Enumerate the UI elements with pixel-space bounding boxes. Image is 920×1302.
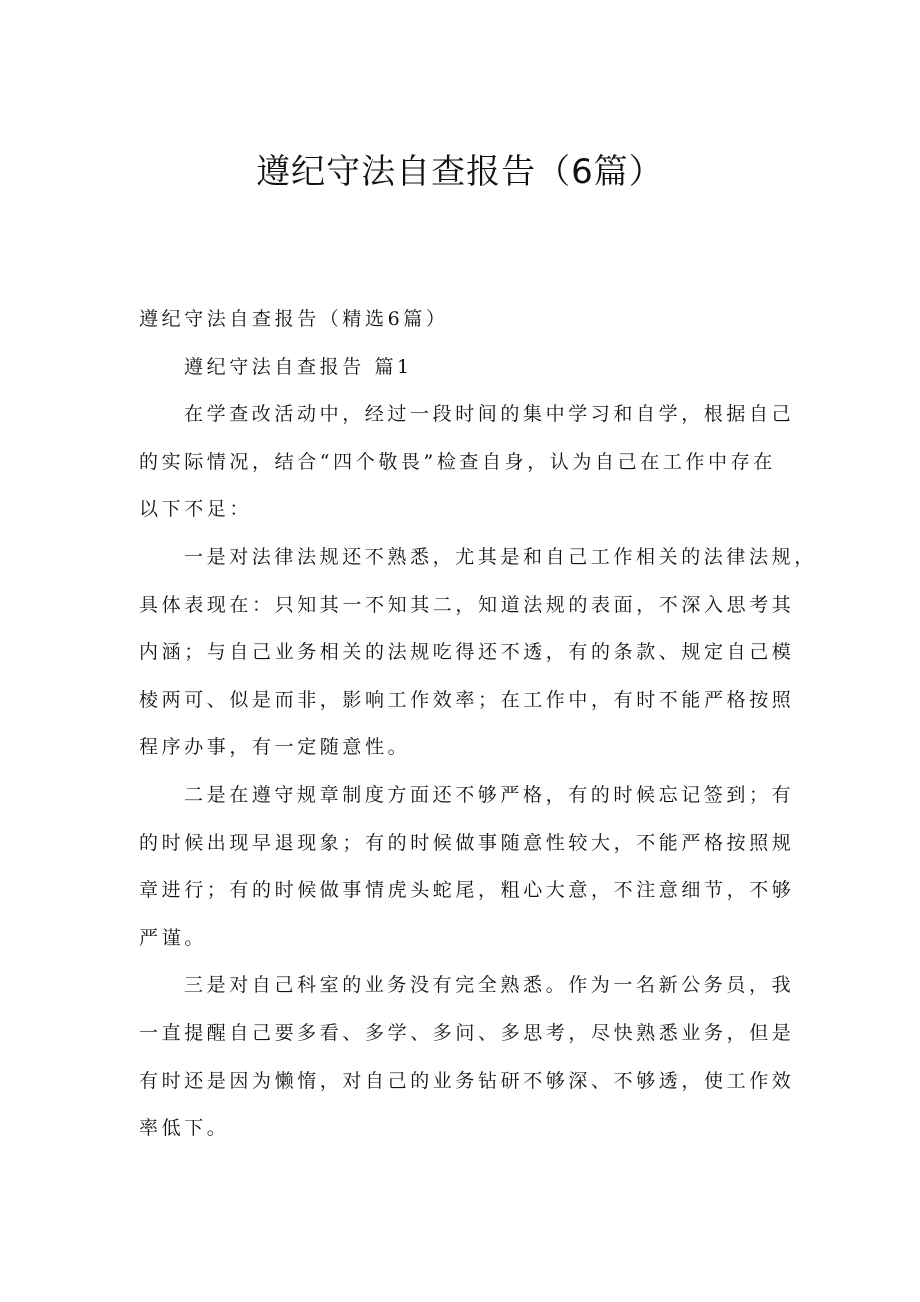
paragraph-line: 一直提醒自己要多看、多学、多问、多思考，尽快熟悉业务，但是 bbox=[139, 1021, 795, 1044]
paragraph-line: 三是对自己科室的业务没有完全熟悉。作为一名新公务员，我 bbox=[184, 974, 795, 997]
paragraph bbox=[139, 534, 817, 772]
paragraph-line: 率低下。 bbox=[139, 1117, 230, 1140]
paragraph-line: 程序办事，有一定随意性。 bbox=[139, 736, 411, 759]
paragraph bbox=[139, 391, 799, 534]
paragraph-line: 具体表现在：只知其一不知其二，知道法规的表面，不深入思考其 bbox=[139, 593, 795, 616]
paragraph-line: 二是在遵守规章制度方面还不够严格，有的时候忘记签到；有 bbox=[184, 783, 795, 806]
paragraphs bbox=[139, 391, 817, 1153]
paragraph-line: 一是对法律法规还不熟悉，尤其是和自己工作相关的法律法规， bbox=[184, 545, 817, 568]
document-subtitle: 遵纪守法自查报告（精选6篇） bbox=[139, 308, 449, 330]
paragraph-line: 内涵；与自己业务相关的法规吃得还不透，有的条款、规定自己模 bbox=[139, 641, 795, 664]
paragraph-line: 棱两可、似是而非，影响工作效率；在工作中，有时不能严格按照 bbox=[139, 688, 795, 711]
section-heading: 遵纪守法自查报告 篇1 bbox=[184, 355, 413, 378]
paragraph-line: 有时还是因为懒惰，对自己的业务钻研不够深、不够透，使工作效 bbox=[139, 1069, 795, 1092]
paragraph-line: 以下不足： bbox=[139, 498, 253, 521]
paragraph-line: 的时候出现早退现象；有的时候做事随意性较大，不能严格按照规 bbox=[139, 831, 795, 854]
paragraph-line: 严谨。 bbox=[139, 926, 207, 949]
paragraph-line: 的实际情况，结合“四个敬畏”检查自身，认为自己在工作中存在 bbox=[139, 450, 776, 473]
paragraph-line: 章进行；有的时候做事情虎头蛇尾，粗心大意，不注意细节，不够 bbox=[139, 879, 795, 902]
paragraph bbox=[139, 962, 799, 1152]
paragraph-line: 在学查改活动中，经过一段时间的集中学习和自学，根据自己 bbox=[184, 403, 795, 426]
paragraph bbox=[139, 772, 799, 962]
document-body bbox=[139, 296, 817, 1153]
document-title: 遵纪守法自查报告（6篇） bbox=[256, 152, 664, 192]
